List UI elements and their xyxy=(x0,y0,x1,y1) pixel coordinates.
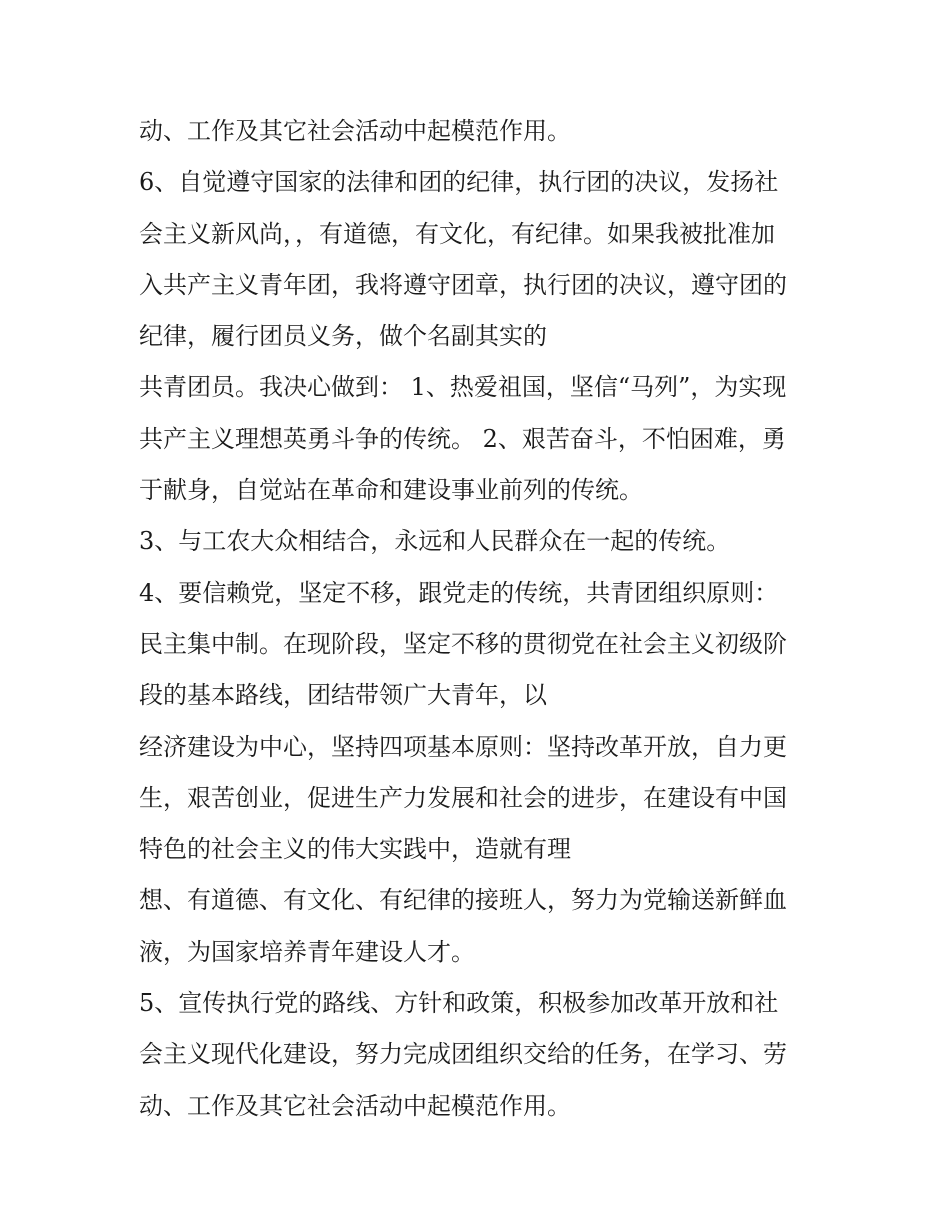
text-line: 3、与工农大众相结合，永远和人民群众在一起的传统。 xyxy=(139,527,731,556)
text-line: 入共产主义青年团，我将遵守团章，执行团的决议，遵守团的 xyxy=(139,270,787,299)
text-line: 纪律，履行团员义务，做个名副其实的 xyxy=(139,322,547,351)
text-line: 会主义新风尚，，有道德，有文化，有纪律。如果我被批准加 xyxy=(139,219,775,248)
text-line: 会主义现代化建设，努力完成团组织交给的任务，在学习、劳 xyxy=(139,1040,787,1069)
text-line: 特色的社会主义的伟大实践中，造就有理 xyxy=(139,835,571,864)
text-line: 4、要信赖党，坚定不移，跟党走的传统，共青团组织原则： xyxy=(139,578,779,607)
text-line: 5、宣传执行党的路线、方针和政策，积极参加改革开放和社 xyxy=(139,989,779,1018)
text-line: 共青团员。我决心做到： 1、热爱祖国，坚信“马列”，为实现 xyxy=(139,373,787,402)
text-line: 想、有道德、有文化、有纪律的接班人，努力为党输送新鲜血 xyxy=(139,886,787,915)
text-line: 民主集中制。在现阶段，坚定不移的贯彻党在社会主义初级阶 xyxy=(139,629,787,658)
text-line: 段的基本路线，团结带领广大青年，以 xyxy=(139,681,547,710)
text-line: 液，为国家培养青年建设人才。 xyxy=(139,937,475,966)
text-line: 共产主义理想英勇斗争的传统。 2、艰苦奋斗，不怕困难，勇 xyxy=(139,424,786,453)
text-line: 经济建设为中心，坚持四项基本原则：坚持改革开放，自力更 xyxy=(139,732,787,761)
text-line: 于献身，自觉站在革命和建设事业前列的传统。 xyxy=(139,476,643,505)
document-body xyxy=(139,106,829,1132)
text-line: 生，艰苦创业，促进生产力发展和社会的进步，在建设有中国 xyxy=(139,783,787,812)
text-line: 6、自觉遵守国家的法律和团的纪律，执行团的决议，发扬社 xyxy=(139,168,779,197)
text-line: 动、工作及其它社会活动中起模范作用。 xyxy=(139,1091,571,1120)
text-line: 动、工作及其它社会活动中起模范作用。 xyxy=(139,117,571,145)
